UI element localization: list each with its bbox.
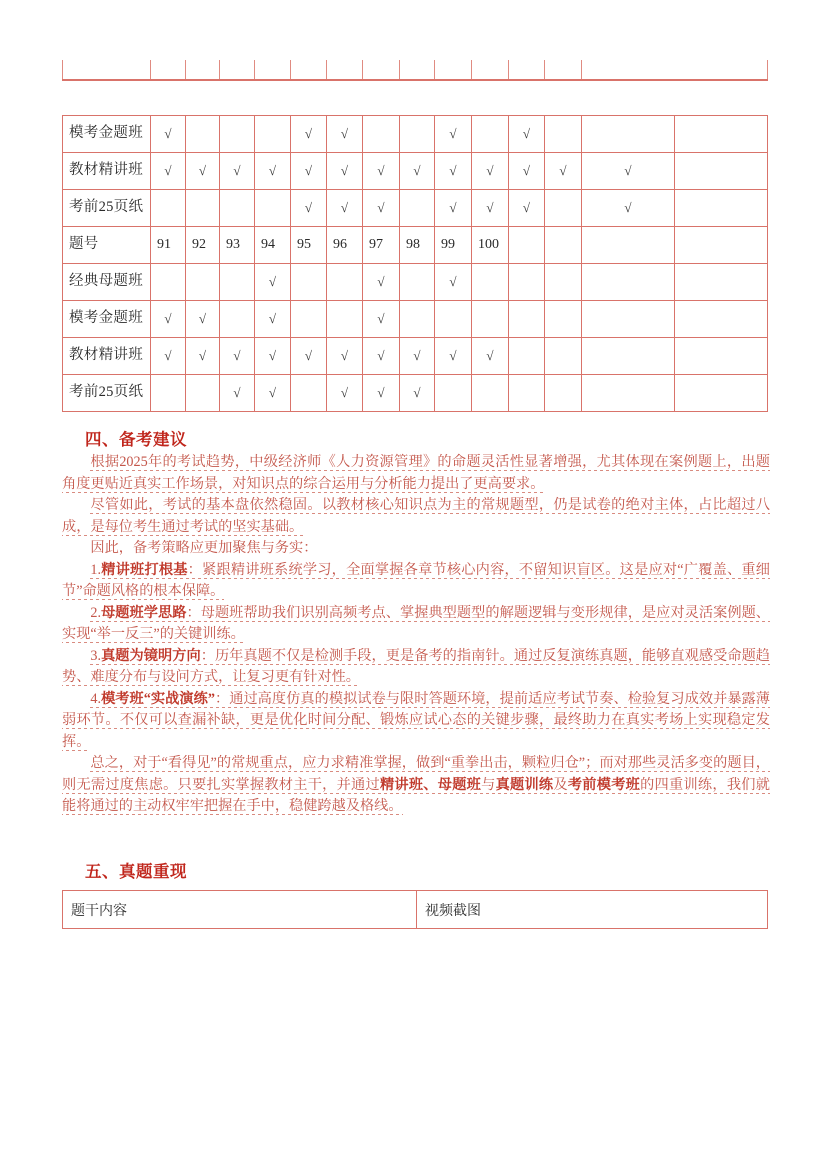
strategy-item-3 <box>62 646 770 689</box>
check-cell <box>509 264 545 301</box>
check-cell: √ <box>582 153 675 190</box>
check-cell: √ <box>255 338 291 375</box>
paragraph-strategy-lead <box>62 538 770 560</box>
check-cell <box>675 264 768 301</box>
check-cell <box>472 301 509 338</box>
item4-number: 4. <box>90 690 102 707</box>
check-cell: √ <box>327 116 363 153</box>
table-row <box>63 190 768 227</box>
row-label: 模考金题班 <box>63 301 151 338</box>
check-cell: √ <box>151 301 186 338</box>
row-label: 题号 <box>63 227 151 264</box>
paragraph-conclusion <box>62 753 770 818</box>
check-cell: √ <box>151 338 186 375</box>
item2-body: ：母题班帮助我们识别高频考点、掌握典型题型的解题逻辑与变形规律，是应对灵活案例题、实现“举一反三”的关键训练。 <box>62 604 770 642</box>
paragraph-trend <box>62 452 770 495</box>
check-cell <box>291 264 327 301</box>
question-number-cell: 96 <box>327 227 363 264</box>
check-cell <box>545 375 582 412</box>
check-cell <box>151 375 186 412</box>
table-row <box>63 116 768 153</box>
check-cell: √ <box>327 338 363 375</box>
item1-title: 精讲班打根基 <box>101 561 188 578</box>
check-cell <box>186 190 220 227</box>
check-cell: √ <box>545 153 582 190</box>
table-row <box>63 264 768 301</box>
check-cell <box>545 338 582 375</box>
check-cell: √ <box>435 153 472 190</box>
check-cell: √ <box>363 375 400 412</box>
top-table-fragment <box>62 60 768 82</box>
conclusion-bold-3: 考前模考班 <box>567 776 641 793</box>
check-cell: √ <box>220 153 255 190</box>
check-cell <box>400 301 435 338</box>
fragment-cell <box>220 60 255 80</box>
table-row <box>63 153 768 190</box>
question-number-cell: 99 <box>435 227 472 264</box>
check-cell <box>545 190 582 227</box>
check-cell: √ <box>582 190 675 227</box>
fragment-cell <box>63 60 151 80</box>
check-cell <box>675 375 768 412</box>
check-cell <box>400 116 435 153</box>
check-cell: √ <box>472 190 509 227</box>
fragment-cell <box>327 60 363 80</box>
check-cell: √ <box>435 116 472 153</box>
row-label: 考前25页纸 <box>63 375 151 412</box>
check-cell <box>545 116 582 153</box>
check-cell <box>582 301 675 338</box>
fragment-cell <box>151 60 186 80</box>
check-cell <box>291 301 327 338</box>
check-cell: √ <box>363 338 400 375</box>
check-cell <box>435 301 472 338</box>
check-cell <box>255 116 291 153</box>
question-number-cell: 91 <box>151 227 186 264</box>
fragment-cell <box>509 60 545 80</box>
check-cell <box>291 375 327 412</box>
item1-body: ：紧跟精讲班系统学习，全面掌握各章节核心内容，不留知识盲区。这是应对“广覆盖、重细节”命题风格的根本保障。 <box>62 561 770 599</box>
check-cell <box>509 375 545 412</box>
question-number-cell: 92 <box>186 227 220 264</box>
check-cell: √ <box>472 338 509 375</box>
check-cell <box>545 301 582 338</box>
item3-title: 真题为镜明方向 <box>101 647 201 664</box>
check-cell: √ <box>363 153 400 190</box>
check-cell: √ <box>435 338 472 375</box>
check-cell: √ <box>400 338 435 375</box>
check-cell: √ <box>327 375 363 412</box>
fragment-cell <box>472 60 509 80</box>
check-cell: √ <box>186 153 220 190</box>
coverage-grid <box>62 115 768 412</box>
check-cell <box>151 264 186 301</box>
table-row <box>63 338 768 375</box>
fragment-cell <box>255 60 291 80</box>
check-cell: √ <box>363 301 400 338</box>
top-fragment-table <box>62 60 768 81</box>
table-row <box>63 375 768 412</box>
item3-body: ：历年真题不仅是检测手段，更是备考的指南针。通过反复演练真题，能够直观感受命题趋势、难度分布与设问方式，让复习更有针对性。 <box>62 647 770 685</box>
check-cell: √ <box>291 153 327 190</box>
question-video-table <box>62 890 768 929</box>
check-cell: √ <box>151 153 186 190</box>
conclusion-joiner-1: 与 <box>481 776 496 793</box>
check-cell <box>582 116 675 153</box>
check-cell: √ <box>220 338 255 375</box>
question-number-cell: 98 <box>400 227 435 264</box>
paragraph-strategy-lead-text: 因此，备考策略应更加聚焦与务实： <box>90 540 318 556</box>
check-cell: √ <box>255 153 291 190</box>
check-cell: √ <box>400 153 435 190</box>
fragment-cell <box>435 60 472 80</box>
row-label: 经典母题班 <box>63 264 151 301</box>
paragraph-stability-text: 尽管如此，考试的基本盘依然稳固。以教材核心知识点为主的常规题型，仍是试卷的绝对主体，占比超过八成，是每位考生通过考试的坚实基础。 <box>62 497 770 535</box>
fragment-cell <box>400 60 435 80</box>
check-cell: √ <box>509 153 545 190</box>
fragment-cell <box>186 60 220 80</box>
table-row <box>63 301 768 338</box>
row-label: 教材精讲班 <box>63 153 151 190</box>
section-five-heading: 五、真题重现 <box>85 863 187 881</box>
check-cell <box>400 190 435 227</box>
check-cell <box>472 375 509 412</box>
check-cell <box>220 301 255 338</box>
check-cell: √ <box>255 375 291 412</box>
check-cell <box>363 116 400 153</box>
check-cell: √ <box>327 153 363 190</box>
check-cell: √ <box>509 190 545 227</box>
check-cell <box>675 153 768 190</box>
check-cell <box>582 338 675 375</box>
question-number-cell <box>545 227 582 264</box>
paragraph-stability <box>62 495 770 538</box>
check-cell <box>675 301 768 338</box>
column-header-video: 视频截图 <box>417 891 768 929</box>
check-cell <box>582 264 675 301</box>
row-label: 考前25页纸 <box>63 190 151 227</box>
question-number-cell <box>509 227 545 264</box>
conclusion-joiner-2: 及 <box>553 776 568 793</box>
check-cell <box>220 116 255 153</box>
check-cell: √ <box>291 190 327 227</box>
check-cell: √ <box>400 375 435 412</box>
paragraph-trend-text: 根据2025年的考试趋势，中级经济师《人力资源管理》的命题灵活性显著增强，尤其体现在案例题上，出题角度更贴近真实工作场景，对知识点的综合运用与分析能力提出了更高要求。 <box>62 454 770 492</box>
row-label: 模考金题班 <box>63 116 151 153</box>
check-cell <box>255 190 291 227</box>
conclusion-part-a: 总之，对于“看得见”的常规重点，应力求精准掌握，做到“重拳出击，颗粒归仓”；而对那些灵活多变的题目，则无需过度焦虑。只要扎实掌握教材主干，并通过 <box>62 755 770 793</box>
question-number-cell: 94 <box>255 227 291 264</box>
item1-number: 1. <box>90 561 102 578</box>
section-four-heading: 四、备考建议 <box>85 431 187 449</box>
question-number-cell: 93 <box>220 227 255 264</box>
check-cell: √ <box>291 338 327 375</box>
item2-number: 2. <box>90 604 102 621</box>
check-cell <box>327 301 363 338</box>
table-row <box>63 891 768 929</box>
check-cell <box>220 190 255 227</box>
question-number-cell <box>582 227 675 264</box>
check-cell: √ <box>220 375 255 412</box>
question-coverage-table <box>62 115 768 412</box>
real-question-table <box>62 890 768 929</box>
fragment-cell <box>582 60 768 80</box>
check-cell <box>151 190 186 227</box>
check-cell: √ <box>255 264 291 301</box>
fragment-cell <box>291 60 327 80</box>
strategy-item-2 <box>62 603 770 646</box>
check-cell <box>186 264 220 301</box>
check-cell: √ <box>186 338 220 375</box>
strategy-item-1 <box>62 560 770 603</box>
item4-title: 模考班“实战演练” <box>101 690 215 707</box>
check-cell: √ <box>151 116 186 153</box>
table-row <box>63 227 768 264</box>
row-label: 教材精讲班 <box>63 338 151 375</box>
check-cell: √ <box>472 153 509 190</box>
fragment-cell <box>363 60 400 80</box>
conclusion-bold-1: 精讲班、母题班 <box>379 776 482 793</box>
question-number-cell: 100 <box>472 227 509 264</box>
check-cell <box>400 264 435 301</box>
check-cell <box>327 264 363 301</box>
check-cell <box>582 375 675 412</box>
strategy-item-4 <box>62 689 770 754</box>
check-cell: √ <box>363 190 400 227</box>
check-cell <box>545 264 582 301</box>
check-cell <box>472 264 509 301</box>
check-cell <box>435 375 472 412</box>
table-row <box>63 60 768 80</box>
check-cell <box>509 301 545 338</box>
check-cell <box>675 338 768 375</box>
check-cell <box>509 338 545 375</box>
check-cell: √ <box>291 116 327 153</box>
item4-body: ：通过高度仿真的模拟试卷与限时答题环境，提前适应考试节奏、检验复习成效并暴露薄弱环节。不仅可以查漏补缺，更是优化时间分配、锻炼应试心态的关键步骤，最终助力在真实考场上实现稳定发挥。 <box>62 690 770 750</box>
section-four-body <box>62 452 770 818</box>
check-cell <box>472 116 509 153</box>
check-cell: √ <box>435 190 472 227</box>
conclusion-part-c: 的四重训练，我们就能将通过的主动权牢牢把握在手中，稳健跨越及格线。 <box>62 776 770 814</box>
check-cell <box>220 264 255 301</box>
column-header-question: 题干内容 <box>63 891 417 929</box>
check-cell <box>675 190 768 227</box>
check-cell: √ <box>363 264 400 301</box>
item3-number: 3. <box>90 647 102 664</box>
check-cell: √ <box>327 190 363 227</box>
check-cell <box>186 375 220 412</box>
check-cell: √ <box>186 301 220 338</box>
question-number-cell <box>675 227 768 264</box>
check-cell: √ <box>509 116 545 153</box>
check-cell: √ <box>435 264 472 301</box>
question-number-cell: 95 <box>291 227 327 264</box>
check-cell: √ <box>255 301 291 338</box>
fragment-cell <box>545 60 582 80</box>
conclusion-bold-2: 真题训练 <box>495 776 554 793</box>
check-cell <box>186 116 220 153</box>
check-cell <box>675 116 768 153</box>
item2-title: 母题班学思路 <box>101 604 187 621</box>
question-number-cell: 97 <box>363 227 400 264</box>
